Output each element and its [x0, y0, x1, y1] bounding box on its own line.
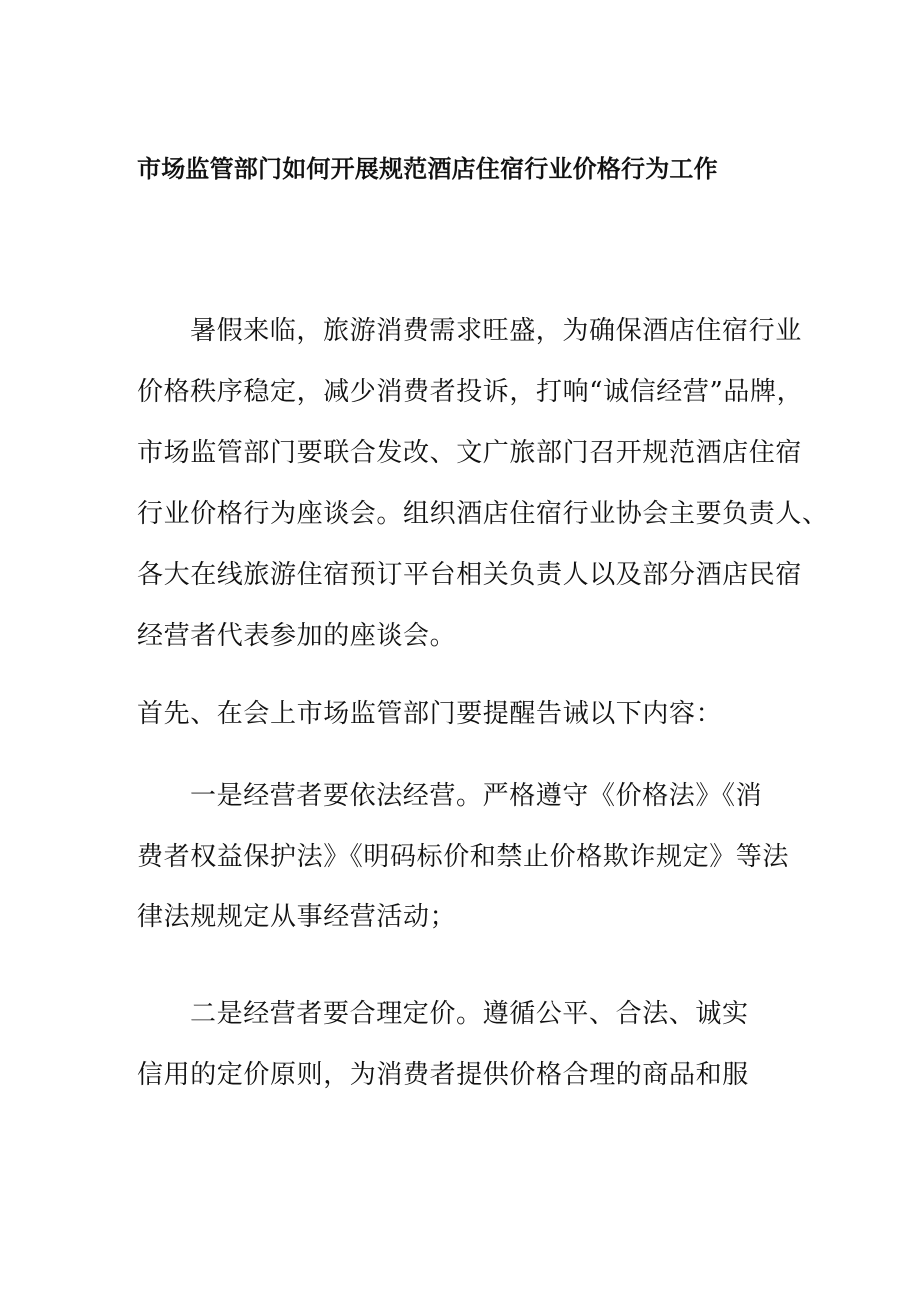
- paragraph-line: 各大在线旅游住宿预订平台相关负责人以及部分酒店民宿: [137, 560, 803, 590]
- paragraph-line: 二是经营者要合理定价。遵循公平、合法、诚实: [190, 999, 749, 1029]
- document-title: 市场监管部门如何开展规范酒店住宿行业价格行为工作: [137, 154, 718, 183]
- paragraph-line: 信用的定价原则，为消费者提供价格合理的商品和服: [137, 1060, 749, 1090]
- lead-paragraph: 首先、在会上市场监管部门要提醒告诫以下内容：: [137, 699, 723, 729]
- paragraph-line: 经营者代表参加的座谈会。: [137, 621, 457, 651]
- paragraph-line: 行业价格行为座谈会。组织酒店住宿行业协会主要负责人、: [137, 499, 829, 529]
- paragraph-line: 市场监管部门要联合发改、文广旅部门召开规范酒店住宿: [137, 438, 803, 468]
- paragraph-line: 费者权益保护法》《明码标价和禁止价格欺诈规定》等法: [137, 842, 790, 872]
- paragraph-line: 价格秩序稳定，减少消费者投诉，打响“诚信经营”品牌，: [137, 377, 804, 407]
- paragraph-line: 律法规规定从事经营活动；: [137, 902, 457, 932]
- paragraph-line: 一是经营者要依法经营。严格遵守《价格法》《消: [190, 781, 763, 811]
- paragraph-line: 暑假来临，旅游消费需求旺盛，为确保酒店住宿行业: [190, 316, 802, 346]
